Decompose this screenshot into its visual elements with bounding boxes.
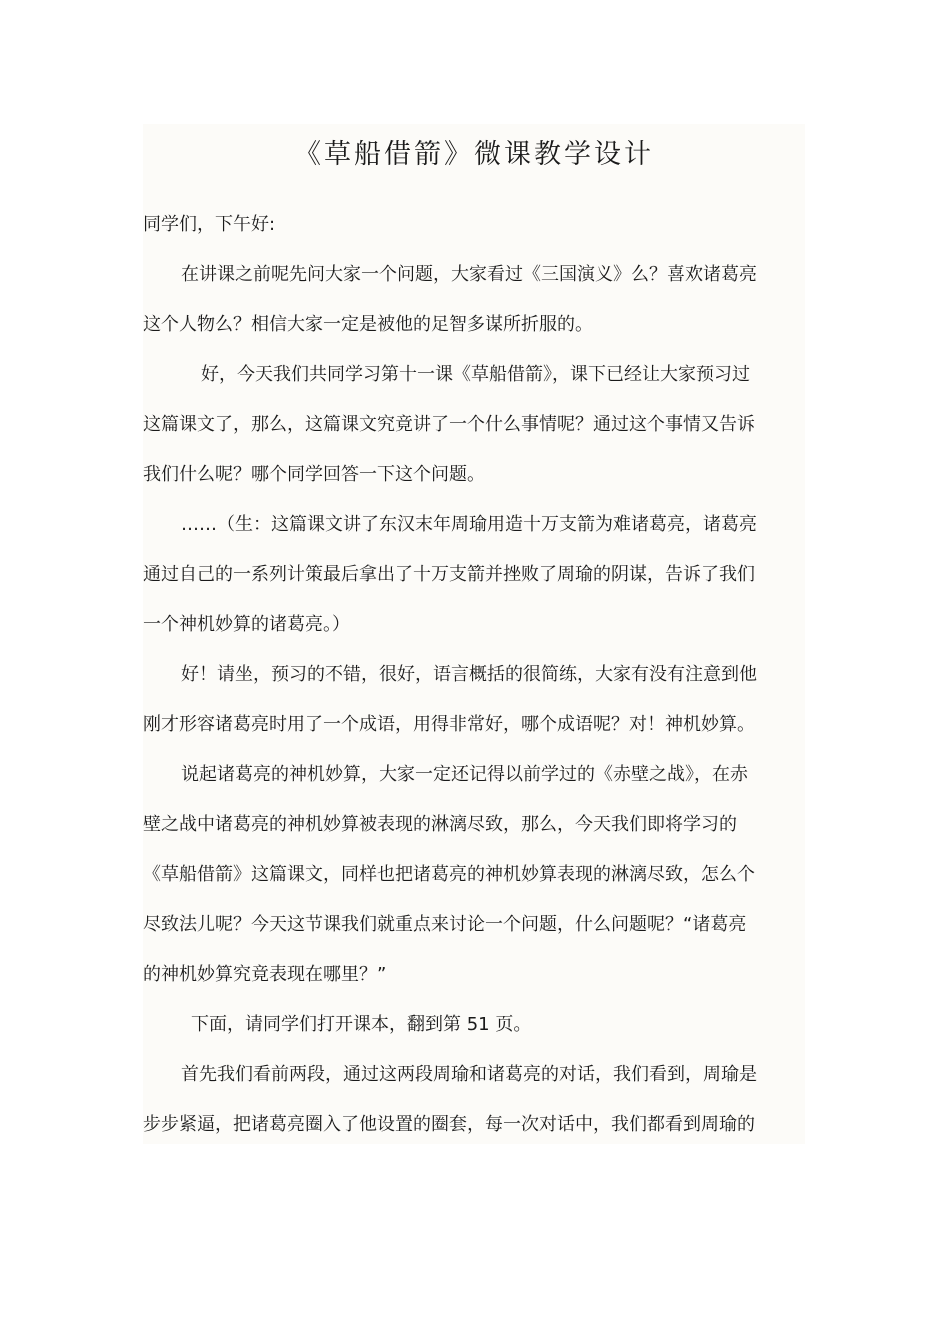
text-line-11: 刚才形容诸葛亮时用了一个成语，用得非常好，哪个成语呢？对！神机妙算。	[143, 714, 755, 735]
text-line-14: 《草船借箭》这篇课文，同样也把诸葛亮的神机妙算表现的淋漓尽致，怎么个	[143, 864, 755, 885]
text-line-10: 好！请坐，预习的不错，很好，语言概括的很简练，大家有没有注意到他	[181, 664, 757, 685]
text-line-6: 我们什么呢？哪个同学回答一下这个问题。	[143, 464, 485, 485]
text-line-17: 下面，请同学们打开课本，翻到第 51 页。	[191, 1014, 532, 1035]
text-line-9: 一个神机妙算的诸葛亮。）	[143, 614, 350, 635]
text-line-8: 通过自己的一系列计策最后拿出了十万支箭并挫败了周瑜的阴谋，告诉了我们	[143, 564, 755, 585]
text-line-13: 壁之战中诸葛亮的神机妙算被表现的淋漓尽致，那么，今天我们即将学习的	[143, 814, 737, 835]
text-line-18: 首先我们看前两段，通过这两段周瑜和诸葛亮的对话，我们看到，周瑜是	[181, 1064, 757, 1085]
text-line-12: 说起诸葛亮的神机妙算，大家一定还记得以前学过的《赤壁之战》，在赤	[181, 764, 748, 785]
text-line-4: 好，今天我们共同学习第十一课《草船借箭》，课下已经让大家预习过	[201, 364, 750, 385]
document-body	[143, 124, 805, 1144]
text-line-3: 这个人物么？相信大家一定是被他的足智多谋所折服的。	[143, 314, 593, 335]
text-line-7: ……（生：这篇课文讲了东汉末年周瑜用造十万支箭为难诸葛亮，诸葛亮	[181, 514, 757, 535]
text-line-19: 步步紧逼，把诸葛亮圈入了他设置的圈套，每一次对话中，我们都看到周瑜的	[143, 1114, 755, 1135]
document-title: 《草船借箭》微课教学设计	[294, 139, 654, 170]
text-line-2: 在讲课之前呢先问大家一个问题，大家看过《三国演义》么？喜欢诸葛亮	[181, 264, 757, 285]
text-line-15: 尽致法儿呢？今天这节课我们就重点来讨论一个问题，什么问题呢？“诸葛亮	[143, 914, 747, 935]
text-line-1: 同学们，下午好:	[143, 214, 276, 235]
text-line-5: 这篇课文了，那么，这篇课文究竟讲了一个什么事情呢？通过这个事情又告诉	[143, 414, 755, 435]
text-line-16: 的神机妙算究竟表现在哪里？”	[143, 964, 387, 985]
